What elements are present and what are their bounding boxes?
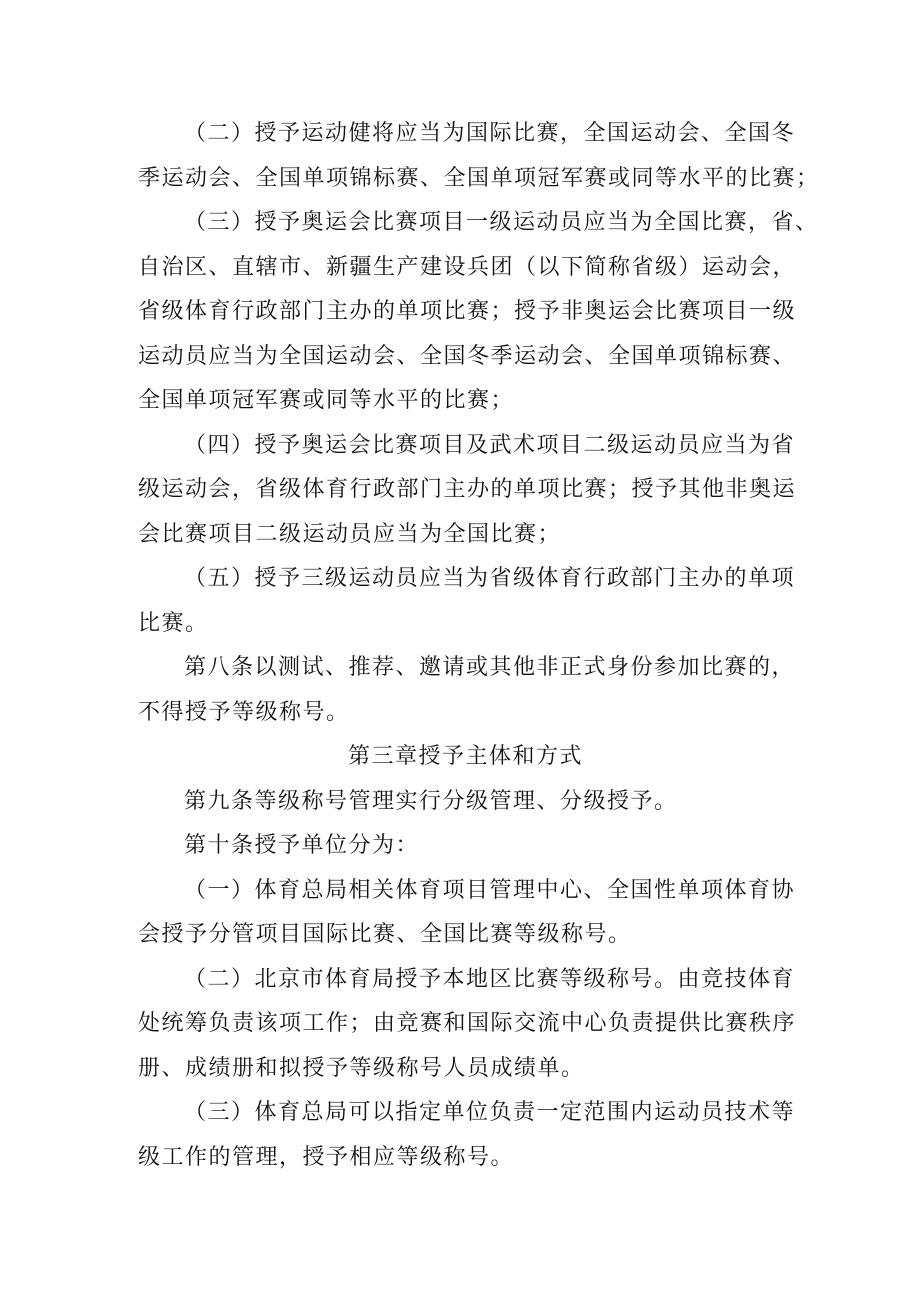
paragraph-line: （二）北京市体育局授予本地区比赛等级称号。由竞技体育 [184, 966, 796, 992]
document-body [138, 112, 820, 1180]
paragraph-line: （三）体育总局可以指定单位负责一定范围内运动员技术等 [184, 1100, 796, 1125]
paragraph-line: （五）授予三级运动员应当为省级体育行政部门主办的单项 [184, 566, 796, 591]
paragraph-line: 会比赛项目二级运动员应当为全国比赛； [138, 521, 562, 547]
article-9-line: 第九条等级称号管理实行分级管理、分级授予。 [184, 788, 678, 814]
paragraph-line: 运动员应当为全国运动会、全国冬季运动会、全国单项锦标赛、 [138, 343, 797, 369]
paragraph-line: 自治区、直辖市、新疆生产建设兵团（以下简称省级）运动会， [138, 254, 797, 280]
paragraph-line: 处统筹负责该项工作；由竞赛和国际交流中心负责提供比赛秩序 [138, 1011, 797, 1036]
paragraph-line: 册、成绩册和拟授予等级称号人员成绩单。 [138, 1055, 585, 1081]
paragraph-line: 全国单项冠军赛或同等水平的比赛； [138, 388, 515, 413]
paragraph-line: （三）授予奥运会比赛项目一级运动员应当为全国比赛，省、 [184, 210, 819, 235]
paragraph-line: （一）体育总局相关体育项目管理中心、全国性单项体育协 [184, 877, 796, 903]
paragraph-line: 级工作的管理，授予相应等级称号。 [138, 1144, 515, 1170]
paragraph-line: 不得授予等级称号。 [138, 699, 350, 725]
paragraph-line: 会授予分管项目国际比赛、全国比赛等级称号。 [138, 922, 632, 947]
paragraph-line: 季运动会、全国单项锦标赛、全国单项冠军赛或同等水平的比赛； [138, 165, 820, 191]
chapter-heading: 第三章授予主体和方式 [347, 744, 583, 769]
paragraph-line: （二）授予运动健将应当为国际比赛，全国运动会、全国冬 [184, 121, 796, 146]
paragraph-line: 比赛。 [138, 610, 209, 636]
paragraph-line: 省级体育行政部门主办的单项比赛；授予非奥运会比赛项目一级 [138, 299, 797, 324]
paragraph-line: 级运动会，省级体育行政部门主办的单项比赛；授予其他非奥运 [138, 477, 797, 502]
paragraph-line: （四）授予奥运会比赛项目及武术项目二级运动员应当为省 [184, 432, 796, 458]
article-8-line: 第八条以测试、推荐、邀请或其他非正式身份参加比赛的， [184, 655, 796, 680]
article-10-line: 第十条授予单位分为： [184, 833, 420, 858]
